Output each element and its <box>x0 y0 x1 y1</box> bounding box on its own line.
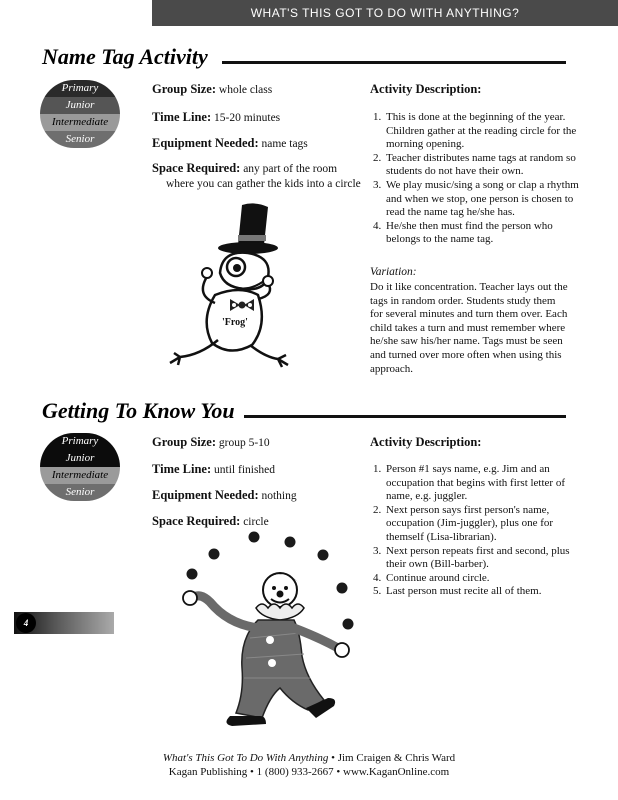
equipment-label: Equipment Needed: <box>152 488 259 502</box>
page-number: 4 <box>16 613 36 633</box>
space-required <box>152 161 361 192</box>
list-item: 3. We play music/sing a song or clap a rhythm and when we stop, one person is chosen to read the name tag he/she has. <box>384 179 584 220</box>
equipment-label: Equipment Needed: <box>152 136 259 150</box>
level-senior: Senior <box>40 484 120 501</box>
level-senior: Senior <box>40 131 120 148</box>
level-junior: Junior <box>40 97 120 114</box>
group-size <box>152 82 272 98</box>
group-size-label: Group Size: <box>152 435 217 449</box>
list-item: 5. Last person must recite all of them. <box>384 585 584 599</box>
activity-description-title: Activity Description: <box>370 82 482 96</box>
equipment <box>152 488 297 504</box>
frog-name-tag-label: 'Frog' <box>222 317 248 328</box>
space-label: Space Required: <box>152 514 241 528</box>
page-banner: WHAT'S THIS GOT TO DO WITH ANYTHING? <box>152 0 618 26</box>
footer-credit <box>0 752 618 764</box>
equipment-value: nothing <box>261 490 297 502</box>
time-line-label: Time Line: <box>152 462 212 476</box>
footer-publisher: Kagan Publishing • 1 (800) 933-2667 • www.KaganOnline.com <box>168 766 450 778</box>
level-primary: Primary <box>40 80 120 97</box>
group-size-value: whole class <box>218 84 273 96</box>
list-item: 3. Next person repeats first and second, plus their own (Bill-barber). <box>384 545 584 572</box>
top-hat-icon <box>218 203 278 254</box>
group-size-value: group 5-10 <box>218 437 270 449</box>
list-item: 2. Teacher distributes name tags at random so students do not have their own. <box>384 152 584 179</box>
group-size-label: Group Size: <box>152 82 217 96</box>
juggling-clown-illustration <box>170 528 365 738</box>
time-line-value: until finished <box>214 464 276 476</box>
title-rule <box>222 61 566 64</box>
time-line <box>152 110 280 126</box>
title-rule <box>244 415 566 418</box>
space-value: any part of the room <box>243 163 338 175</box>
level-intermediate: Intermediate <box>40 114 120 131</box>
list-item: 4. He/she then must find the person who belongs to the name tag. <box>384 220 584 247</box>
variation-text: Do it like concentration. Teacher lays out the tags in random order. Students study them for several minutes and turn them over. Each child takes a turn and must remember where he/she saw his/her name. Tags must be seen and turned over more often when using this approach. <box>370 281 568 375</box>
frog-illustration <box>160 195 300 370</box>
equipment <box>152 136 308 152</box>
footer-authors: • Jim Craigen & Chris Ward <box>328 752 456 764</box>
level-intermediate: Intermediate <box>40 467 120 484</box>
space-value-cont: where you can gather the kids into a circle <box>166 178 361 190</box>
time-line-value: 15-20 minutes <box>214 112 281 124</box>
section-title-name-tag: Name Tag Activity <box>42 44 208 69</box>
activity-steps <box>368 111 584 247</box>
list-item: 1. Person #1 says name, e.g. Jim and an occupation that begins with first letter of name, e.g. juggler. <box>384 463 584 504</box>
equipment-value: name tags <box>261 138 308 150</box>
list-item: 2. Next person says first person's name, occupation (Jim-juggler), plus one for themself (Lisa-librarian). <box>384 504 584 545</box>
grade-levels-badge <box>40 80 120 148</box>
section-title-getting-to-know-you: Getting To Know You <box>42 398 235 423</box>
footer-book-title: What's This Got To Do With Anything <box>162 752 329 764</box>
variation-title: Variation: <box>370 266 417 278</box>
time-line <box>152 462 275 478</box>
level-junior: Junior <box>40 450 120 467</box>
activity-description-title: Activity Description: <box>370 435 482 449</box>
group-size <box>152 435 270 451</box>
list-item: 1. This is done at the beginning of the year. Children gather at the reading circle for the morning opening. <box>384 111 584 152</box>
activity-steps <box>368 463 584 599</box>
level-primary: Primary <box>40 433 120 450</box>
space-value: circle <box>243 516 269 528</box>
grade-levels-badge <box>40 433 120 501</box>
time-line-label: Time Line: <box>152 110 212 124</box>
space-label: Space Required: <box>152 161 241 175</box>
list-item: 4. Continue around circle. <box>384 572 584 586</box>
